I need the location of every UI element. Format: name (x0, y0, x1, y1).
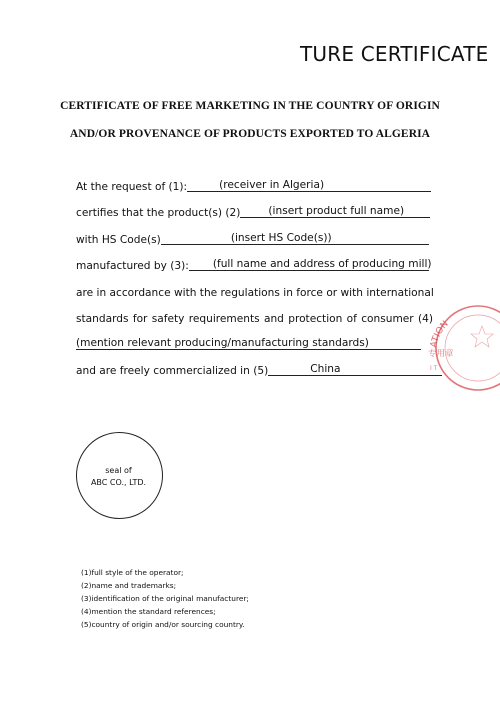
seal-label: seal of (105, 466, 132, 475)
regulations-line: are in accordance with the regulations in force or with international (76, 287, 434, 299)
stamp-arc-text: ATION (429, 319, 451, 349)
product-label: certifies that the product(s) (2) (76, 207, 241, 219)
receiver-field (187, 179, 431, 192)
standards-field-line (76, 337, 433, 353)
red-official-stamp (418, 304, 500, 394)
manufacturer-label: manufactured by (3): (76, 260, 189, 272)
footnote-1: (1)full style of the operator; (81, 568, 184, 577)
hs-code-label: with HS Code(s) (76, 234, 161, 246)
hs-code-field (161, 232, 429, 245)
stamp-small-text: I T (430, 365, 438, 372)
manufacturer-field (189, 258, 432, 271)
manufacturer-line (76, 258, 433, 274)
footnote-3: (3)identification of the original manufacturer; (81, 594, 249, 603)
standards-line: standards for safety requirements and protection of consumer (4) (76, 313, 433, 325)
heading-line-2: AND/OR PROVENANCE OF PRODUCTS EXPORTED TO ALGERIA (69, 128, 431, 140)
seal-company-name: ABC CO., LTD. (90, 478, 147, 487)
footnote-5: (5)country of origin and/or sourcing country. (81, 620, 245, 629)
receiver-field-text: (receiver in Algeria) (219, 179, 325, 191)
stamp-center-text: 专用章 (428, 349, 454, 359)
product-field (240, 205, 430, 218)
svg-text:ATION (429, 319, 451, 348)
standards-field-text: (mention relevant producing/manufacturing standards) (76, 337, 369, 349)
commercialized-label: and are freely commercialized in (5) (76, 365, 269, 377)
company-seal-circle (76, 432, 163, 519)
request-label: At the request of (1): (76, 181, 188, 193)
country-field-text: China (310, 363, 341, 375)
country-field (268, 363, 442, 376)
request-line (76, 179, 433, 195)
document-title: TURE CERTIFICATE (300, 42, 489, 66)
product-field-text: (insert product full name) (268, 205, 405, 217)
standards-field (76, 337, 421, 350)
manufacturer-field-text: (full name and address of producing mill) (212, 258, 432, 270)
hs-code-line (76, 232, 433, 248)
footnote-4: (4)mention the standard references; (81, 607, 216, 616)
heading-line-1: CERTIFICATE OF FREE MARKETING IN THE COUNTRY OF ORIGIN (60, 100, 440, 112)
footnote-2: (2)name and trademarks; (81, 581, 177, 590)
commercialized-line (76, 363, 433, 379)
product-line (76, 205, 433, 221)
hs-code-field-text: (insert HS Code(s)) (230, 232, 332, 244)
